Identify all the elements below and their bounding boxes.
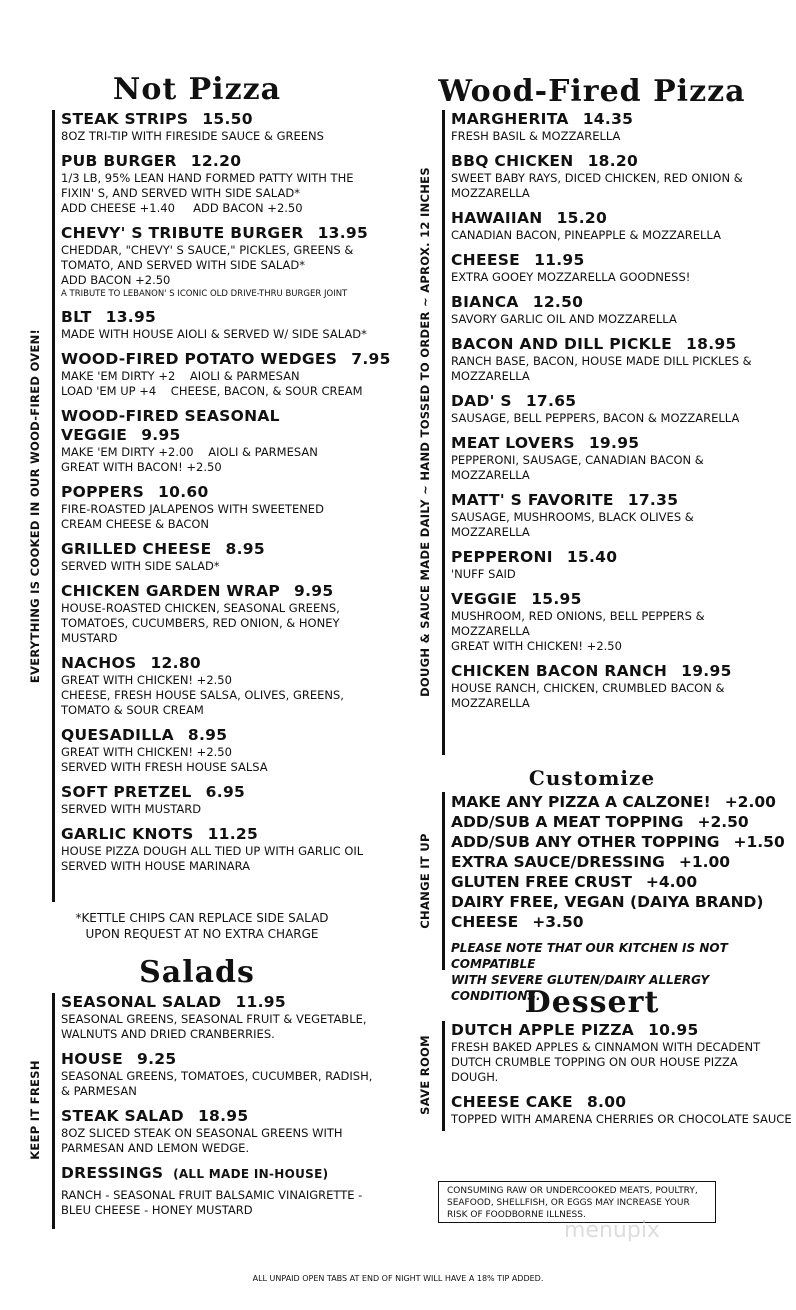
customize-option-price: +1.50	[733, 833, 785, 851]
customize-option	[451, 912, 791, 932]
menu-item	[451, 293, 791, 327]
menu-item	[61, 726, 401, 775]
menu-item-description: SERVED WITH HOUSE MARINARA	[61, 859, 251, 873]
menu-item-price: 8.00	[586, 1093, 627, 1111]
menu-item-name: BACON AND DILL PICKLE	[451, 335, 673, 353]
menu-item-name: MEAT LOVERS	[451, 434, 575, 452]
menu-item-description: ADD BACON +2.50	[61, 273, 171, 287]
menu-item-description: MOZZARELLA	[451, 186, 530, 200]
menu-item-description: MOZZARELLA	[451, 525, 530, 539]
menu-item-description: SEASONAL GREENS, TOMATOES, CUCUMBER, RADISH,	[61, 1069, 373, 1083]
menu-item-name: WOOD-FIRED SEASONAL VEGGIE	[61, 407, 280, 444]
menu-item-description: MOZZARELLA	[451, 468, 530, 482]
menu-item-description: SAUSAGE, MUSHROOMS, BLACK OLIVES &	[451, 510, 694, 524]
menu-item-description: GREAT WITH CHICKEN! +2.50	[61, 745, 232, 759]
menu-item-price: 17.35	[627, 491, 679, 509]
menu-item-name: GRILLED CHEESE	[61, 540, 212, 558]
menu-item-description: MOZZARELLA	[451, 624, 530, 638]
menu-item-description: EXTRA GOOEY MOZZARELLA GOODNESS!	[451, 270, 691, 284]
customize-option-name: CHEESE	[451, 913, 519, 931]
menu-item-description: SEASONAL GREENS, SEASONAL FRUIT & VEGETABLE,	[61, 1012, 367, 1026]
footnote-line-1: *KETTLE CHIPS CAN REPLACE SIDE SALAD	[75, 911, 329, 925]
customize-option	[451, 852, 791, 872]
menu-item-description: FRESH BAKED APPLES & CINNAMON WITH DECADENT	[451, 1040, 761, 1054]
menu-item-description: SERVED WITH SIDE SALAD*	[61, 559, 220, 573]
menu-item-name: CHICKEN GARDEN WRAP	[61, 582, 281, 600]
menu-item-price: 13.95	[105, 308, 157, 326]
watermark: menupix	[564, 1218, 660, 1243]
customize-option	[451, 812, 791, 832]
menu-item-price: 11.95	[235, 993, 286, 1011]
menu-item	[451, 110, 791, 144]
menu-item-name: BIANCA	[451, 293, 519, 311]
menu-item-description: CANADIAN BACON, PINEAPPLE & MOZZARELLA	[451, 228, 721, 242]
menu-item	[61, 540, 401, 574]
customize-option	[451, 892, 791, 912]
menu-item-price: 7.95	[351, 350, 391, 368]
menu-item	[451, 152, 791, 201]
not-pizza-section	[52, 110, 401, 902]
menu-item-description: SERVED WITH FRESH HOUSE SALSA	[61, 760, 268, 774]
menu-item-description: 1/3 LB, 95% LEAN HAND FORMED PATTY WITH THE	[61, 171, 354, 185]
dressings-line-2: BLEU CHEESE - HONEY MUSTARD	[61, 1203, 253, 1217]
pizza-side-label: DOUGH & SAUCE MADE DAILY ~ HAND TOSSED TO ORDER ~ APROX. 12 INCHES	[418, 167, 432, 697]
menu-item-price: 11.95	[534, 251, 585, 269]
menu-item-description: DUTCH CRUMBLE TOPPING ON OUR HOUSE PIZZA	[451, 1055, 738, 1069]
menu-item-name: MARGHERITA	[451, 110, 569, 128]
menu-item-price: 8.95	[225, 540, 265, 558]
menu-item	[61, 350, 401, 399]
menu-item-price: 15.20	[556, 209, 608, 227]
menu-item-description: MUSTARD	[61, 631, 118, 645]
customize-side-label: CHANGE IT UP	[418, 833, 432, 929]
customize-option	[451, 832, 791, 852]
menu-item-description: SWEET BABY RAYS, DICED CHICKEN, RED ONION &	[451, 171, 743, 185]
menu-item	[61, 308, 401, 342]
salads-title: Salads	[139, 955, 255, 990]
menu-item-description: PARMESAN AND LEMON WEDGE.	[61, 1141, 250, 1155]
menu-item-name: CHEESE	[451, 251, 521, 269]
customize-option-price: +3.50	[532, 913, 584, 931]
customize-option-price: +2.00	[724, 793, 776, 811]
dessert-side-label: SAVE ROOM	[418, 1035, 432, 1115]
menu-item-price: 13.95	[317, 224, 369, 242]
menu-item-name: SOFT PRETZEL	[61, 783, 192, 801]
menu-item-description: DOUGH.	[451, 1070, 499, 1084]
customize-option-name: MAKE ANY PIZZA A CALZONE!	[451, 793, 711, 811]
menu-item-name: HAWAIIAN	[451, 209, 543, 227]
menu-item	[451, 335, 791, 384]
menu-item	[61, 1107, 401, 1156]
menu-item-name: POPPERS	[61, 483, 145, 501]
menu-item-description: HOUSE RANCH, CHICKEN, CRUMBLED BACON &	[451, 681, 725, 695]
menu-item-price: 10.60	[158, 483, 209, 501]
dessert-section	[442, 1021, 791, 1131]
menu-item	[61, 783, 401, 817]
menu-item-price: 14.35	[582, 110, 634, 128]
customize-option-price: +2.50	[697, 813, 749, 831]
menu-item-description: LOAD 'EM UP +4 CHEESE, BACON, & SOUR CREAM	[61, 384, 363, 398]
menu-item-description: HOUSE PIZZA DOUGH ALL TIED UP WITH GARLIC OIL	[61, 844, 364, 858]
customize-option-name: ADD/SUB ANY OTHER TOPPING	[451, 833, 720, 851]
menu-item-price: 12.50	[532, 293, 584, 311]
menu-item-price: 9.95	[294, 582, 334, 600]
dressings-line-1: RANCH - SEASONAL FRUIT BALSAMIC VINAIGRETTE -	[61, 1188, 363, 1202]
pizza-title: Wood-Fired Pizza	[438, 74, 746, 109]
menu-item-name: DAD' S	[451, 392, 512, 410]
menu-item-description: MOZZARELLA	[451, 369, 530, 383]
menu-item	[451, 662, 791, 711]
customize-option-name: DAIRY FREE, VEGAN (DAIYA BRAND)	[451, 893, 764, 911]
menu-item	[451, 548, 791, 582]
menu-item	[61, 1050, 401, 1099]
menu-item-name: STEAK STRIPS	[61, 110, 189, 128]
menu-item-description: GREAT WITH CHICKEN! +2.50	[61, 673, 232, 687]
menu-item	[61, 483, 401, 532]
menu-item	[451, 251, 791, 285]
menu-item-description: CHEDDAR, "CHEVY' S SAUCE," PICKLES, GREENS &	[61, 243, 354, 257]
customize-option-price: +1.00	[678, 853, 731, 871]
menu-item-description: SAVORY GARLIC OIL AND MOZZARELLA	[451, 312, 677, 326]
menu-item-name: NACHOS	[61, 654, 137, 672]
salads-section	[52, 993, 401, 1229]
menu-item-description: HOUSE-ROASTED CHICKEN, SEASONAL GREENS,	[61, 601, 340, 615]
menu-item-name: BBQ CHICKEN	[451, 152, 574, 170]
menu-item-description: GREAT WITH CHICKEN! +2.50	[451, 639, 622, 653]
menu-item	[61, 407, 401, 475]
menu-item	[61, 152, 401, 216]
menu-item-description: GREAT WITH BACON! +2.50	[61, 460, 222, 474]
menu-item-description: CHEESE, FRESH HOUSE SALSA, OLIVES, GREENS,	[61, 688, 344, 702]
menu-item-price: 9.25	[137, 1050, 177, 1068]
menu-item-description: SAUSAGE, BELL PEPPERS, BACON & MOZZARELLA	[451, 411, 740, 425]
menu-item-name: HOUSE	[61, 1050, 123, 1068]
menu-item-price: 18.20	[587, 152, 639, 170]
menu-item	[61, 110, 401, 144]
menu-item-price: 18.95	[686, 335, 737, 353]
menu-item	[451, 491, 791, 540]
menu-item-price: 15.50	[202, 110, 253, 128]
not-pizza-side-label: EVERYTHING IS COOKED IN OUR WOOD-FIRED OVEN!	[28, 328, 42, 684]
menu-item-description: RANCH BASE, BACON, HOUSE MADE DILL PICKLES &	[451, 354, 752, 368]
menu-item-description: TOMATO & SOUR CREAM	[61, 703, 204, 717]
menu-item-price: 19.95	[681, 662, 732, 680]
menu-item-description: ADD CHEESE +1.40 ADD BACON +2.50	[61, 201, 303, 215]
menu-item-description: FIXIN' S, AND SERVED WITH SIDE SALAD*	[61, 186, 300, 200]
footnote-line-2: UPON REQUEST AT NO EXTRA CHARGE	[85, 927, 319, 941]
menu-item	[451, 590, 791, 654]
menu-item-name: CHICKEN BACON RANCH	[451, 662, 668, 680]
customize-title: Customize	[528, 766, 656, 790]
menu-item-price: 12.80	[150, 654, 201, 672]
allergy-note-line-1: PLEASE NOTE THAT OUR KITCHEN IS NOT COMPATIBLE	[451, 941, 728, 971]
menu-item-name: QUESADILLA	[61, 726, 174, 744]
menu-item-description: 'NUFF SAID	[451, 567, 516, 581]
menu-item-description: PEPPERONI, SAUSAGE, CANADIAN BACON &	[451, 453, 704, 467]
menu-item-price: 15.95	[531, 590, 582, 608]
menu-item-description: SERVED WITH MUSTARD	[61, 802, 202, 816]
menu-item	[61, 224, 401, 300]
menu-item-name: DUTCH APPLE PIZZA	[451, 1021, 635, 1039]
menu-item	[61, 654, 401, 718]
menu-item-name: VEGGIE	[451, 590, 518, 608]
menu-item-description: TOMATOES, CUCUMBERS, RED ONION, & HONEY	[61, 616, 340, 630]
menu-item-name: WOOD-FIRED POTATO WEDGES	[61, 350, 338, 368]
menu-item-price: 10.95	[648, 1021, 699, 1039]
salads-side-label: KEEP IT FRESH	[28, 1060, 42, 1160]
menu-item	[61, 993, 401, 1042]
menu-item	[451, 1093, 791, 1127]
menu-item	[451, 1021, 791, 1085]
food-safety-disclaimer: CONSUMING RAW OR UNDERCOOKED MEATS, POULTRY, SEAFOOD, SHELLFISH, OR EGGS MAY INCREASE YOUR RISK OF FOODBORNE ILLNESS.	[438, 1181, 716, 1223]
tip-footer: ALL UNPAID OPEN TABS AT END OF NIGHT WILL HAVE A 18% TIP ADDED.	[252, 1274, 544, 1283]
menu-item-description: MAKE 'EM DIRTY +2 AIOLI & PARMESAN	[61, 369, 300, 383]
menu-item-note: A TRIBUTE TO LEBANON' S ICONIC OLD DRIVE-THRU BURGER JOINT	[61, 289, 348, 299]
menu-item-name: CHEVY' S TRIBUTE BURGER	[61, 224, 304, 242]
menu-item-description: MAKE 'EM DIRTY +2.00 AIOLI & PARMESAN	[61, 445, 318, 459]
menu-item-description: TOMATO, AND SERVED WITH SIDE SALAD*	[61, 258, 305, 272]
menu-item-name: PEPPERONI	[451, 548, 553, 566]
menu-item-description: TOPPED WITH AMARENA CHERRIES OR CHOCOLATE SAUCE	[451, 1112, 792, 1126]
menu-item	[451, 209, 791, 243]
menu-item-description: & PARMESAN	[61, 1084, 137, 1098]
menu-item-description: FIRE-ROASTED JALAPENOS WITH SWEETENED	[61, 502, 324, 516]
menu-item	[451, 434, 791, 483]
menu-item-description: MADE WITH HOUSE AIOLI & SERVED W/ SIDE SALAD*	[61, 327, 367, 341]
menu-item	[451, 392, 791, 426]
dessert-title: Dessert	[524, 985, 660, 1020]
customize-option	[451, 792, 791, 812]
customize-option-name: ADD/SUB A MEAT TOPPING	[451, 813, 684, 831]
menu-item-name: CHEESE CAKE	[451, 1093, 573, 1111]
menu-item-price: 9.95	[141, 426, 181, 444]
menu-item-description: CREAM CHEESE & BACON	[61, 517, 210, 531]
not-pizza-title: Not Pizza	[112, 72, 282, 107]
menu-item-price: 6.95	[205, 783, 246, 801]
menu-item-price: 18.95	[197, 1107, 249, 1125]
customize-option-name: GLUTEN FREE CRUST	[451, 873, 632, 891]
menu-item-price: 17.65	[525, 392, 577, 410]
dressings-note: (ALL MADE IN-HOUSE)	[173, 1167, 329, 1181]
menu-item-price: 19.95	[588, 434, 640, 452]
menu-item	[61, 825, 401, 874]
pizza-section	[442, 110, 791, 755]
menu-item-name: MATT' S FAVORITE	[451, 491, 614, 509]
customize-option	[451, 872, 791, 892]
menu-item-price: 8.95	[187, 726, 228, 744]
allergy-note-line-2: WITH SEVERE GLUTEN/DAIRY ALLERGY CONDITIONS.	[451, 973, 710, 1003]
dressings-title: DRESSINGS	[61, 1164, 164, 1182]
menu-item-description: WALNUTS AND DRIED CRANBERRIES.	[61, 1027, 275, 1041]
menu-item-name: STEAK SALAD	[61, 1107, 184, 1125]
menu-item-price: 12.20	[190, 152, 242, 170]
menu-item-name: BLT	[61, 308, 92, 326]
menu-item-name: GARLIC KNOTS	[61, 825, 194, 843]
menu-item-description: FRESH BASIL & MOZZARELLA	[451, 129, 621, 143]
menu-item	[61, 582, 401, 646]
customize-option-price: +4.00	[645, 873, 698, 891]
customize-option-name: EXTRA SAUCE/DRESSING	[451, 853, 665, 871]
dressings-block	[61, 1164, 401, 1218]
menu-item-price: 15.40	[566, 548, 618, 566]
side-salad-footnote	[52, 910, 352, 942]
menu-item-description: 8OZ TRI-TIP WITH FIRESIDE SAUCE & GREENS	[61, 129, 324, 143]
menu-item-name: SEASONAL SALAD	[61, 993, 222, 1011]
menu-item-name: PUB BURGER	[61, 152, 177, 170]
menu-item-description: 8OZ SLICED STEAK ON SEASONAL GREENS WITH	[61, 1126, 343, 1140]
menu-item-description: MOZZARELLA	[451, 696, 530, 710]
menu-item-price: 11.25	[207, 825, 259, 843]
menu-item-description: MUSHROOM, RED ONIONS, BELL PEPPERS &	[451, 609, 705, 623]
